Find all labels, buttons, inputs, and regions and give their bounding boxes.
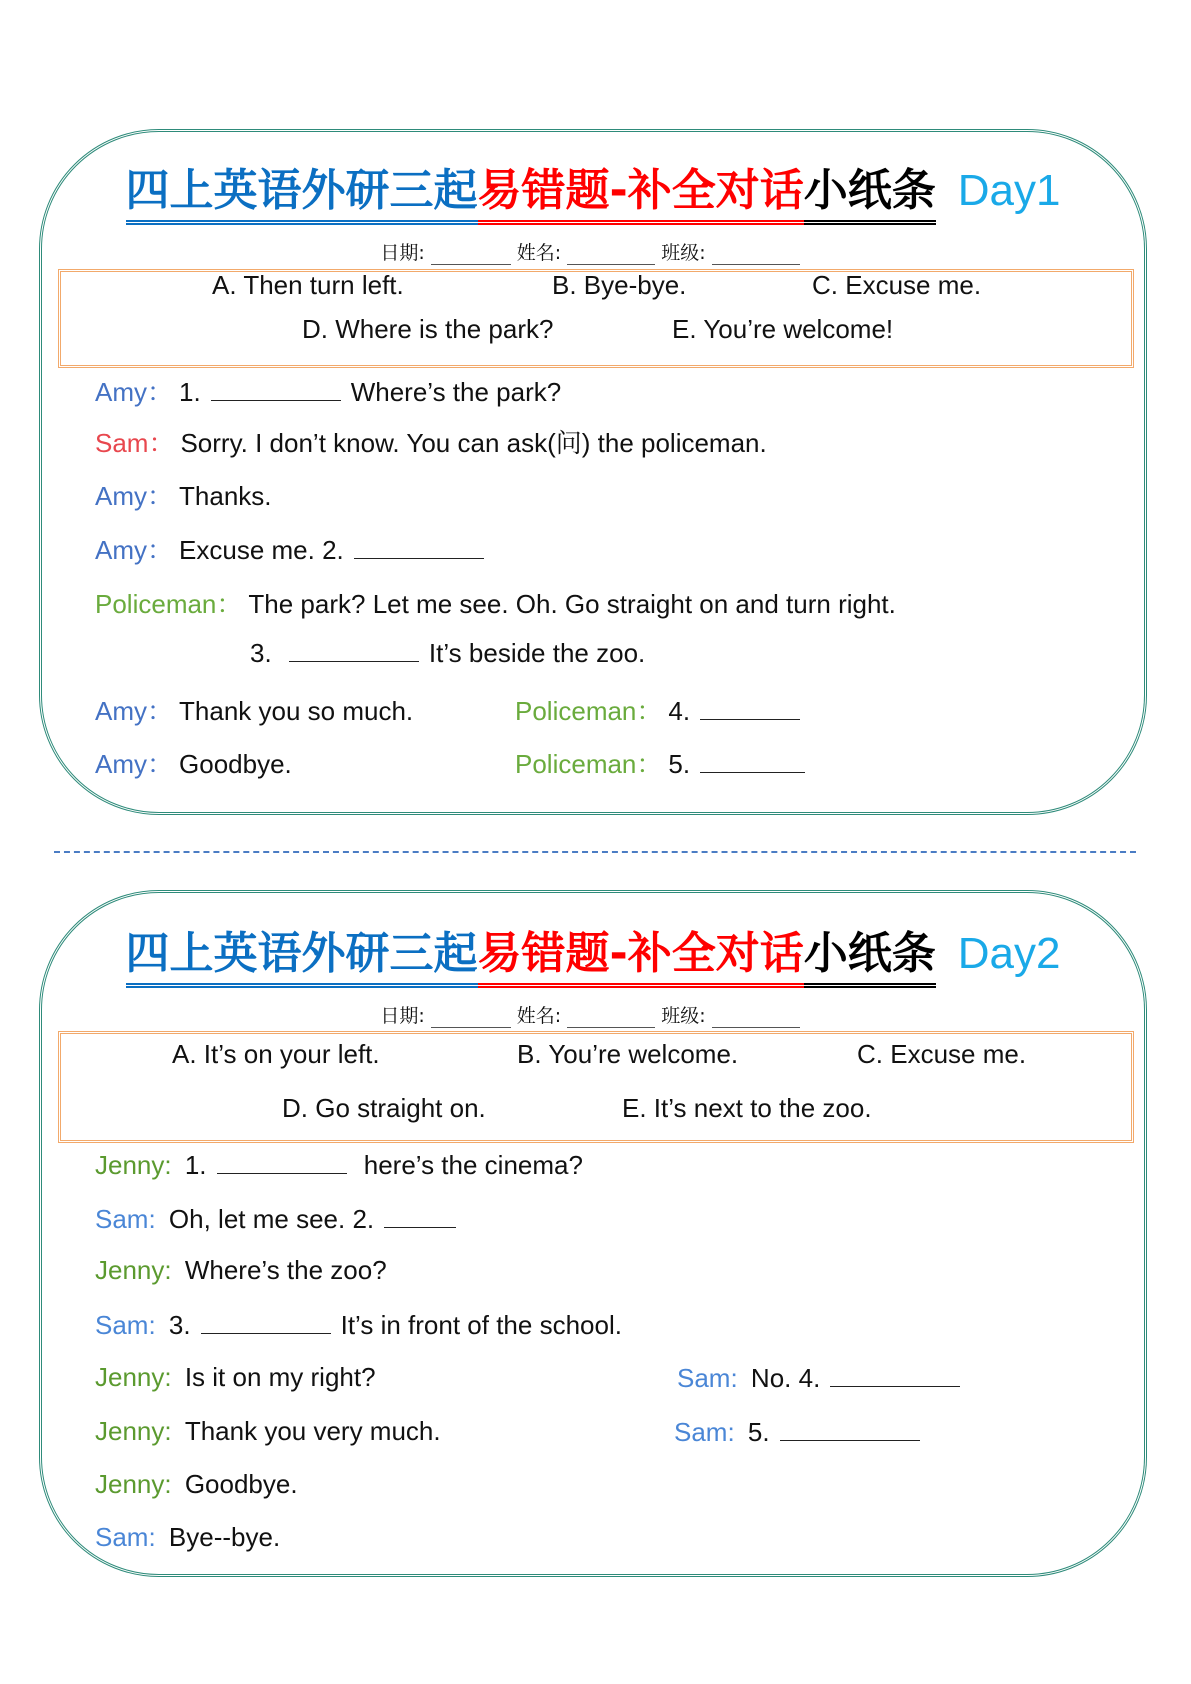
answer-blank[interactable] [780, 1416, 920, 1441]
dialogue-text: 1. [179, 377, 201, 407]
speaker-name: Amy： [95, 535, 174, 565]
dialogue-line [95, 476, 272, 513]
title-part-grade: 四上英语外研三起 [126, 917, 478, 988]
answer-blank[interactable] [217, 1149, 347, 1174]
dialogue-text: 3. [250, 638, 279, 668]
class-label: 班级: [661, 1005, 706, 1027]
dialogue-line [95, 637, 645, 669]
speaker-name: Sam: [95, 1522, 163, 1552]
answer-blank[interactable] [289, 637, 419, 662]
dialogue-text: 5. [668, 749, 691, 779]
answer-option: B. You’re welcome. [517, 1039, 739, 1069]
dialogue-line [95, 1309, 622, 1341]
dialogue-line [95, 1362, 376, 1393]
dialogue-text: Goodbye. [179, 749, 292, 779]
speaker-name: Sam: [674, 1417, 742, 1447]
class-blank[interactable] [712, 1007, 800, 1028]
speaker-name: Jenny: [95, 1416, 179, 1446]
dialogue-line [95, 1469, 298, 1500]
dialogue-text: Sorry. I don’t know. You can ask(问) the policeman. [180, 428, 767, 458]
answer-option: C. Excuse me. [857, 1039, 1027, 1069]
speaker-name: Amy： [95, 696, 174, 726]
speaker-name: Sam： [95, 428, 175, 458]
dialogue-line [515, 691, 810, 728]
dialogue-text: Where’s the zoo? [184, 1255, 387, 1285]
date-label: 日期: [380, 242, 425, 264]
dialogue-line [515, 744, 815, 781]
answer-option: C. Excuse me. [812, 270, 982, 300]
dialogue-line [95, 1522, 280, 1553]
name-blank[interactable] [567, 1007, 655, 1028]
dialogue-line [95, 423, 767, 460]
title-day: Day1 [957, 166, 1061, 215]
dialogue-line [677, 1362, 970, 1394]
answer-option: A. It’s on your left. [172, 1039, 380, 1069]
dialogue-text: 3. [168, 1310, 191, 1340]
answer-blank[interactable] [201, 1309, 331, 1334]
class-blank[interactable] [712, 244, 800, 265]
answer-blank[interactable] [354, 534, 484, 559]
answer-blank[interactable] [384, 1203, 456, 1228]
dialogue-line [95, 1203, 466, 1235]
dialogue-text: Goodbye. [184, 1469, 298, 1499]
dialogue-text: It’s in front of the school. [340, 1310, 622, 1340]
dialogue-text: 5. [747, 1417, 770, 1447]
dialogue-text: Thanks. [179, 481, 272, 511]
answer-option: E. It’s next to the zoo. [622, 1093, 872, 1123]
answer-option: B. Bye-bye. [552, 270, 687, 300]
date-blank[interactable] [431, 244, 511, 265]
title-part-grade: 四上英语外研三起 [126, 154, 478, 225]
dialogue-line [95, 744, 292, 781]
student-info [42, 238, 1144, 265]
answer-blank[interactable] [700, 748, 805, 773]
speaker-name: Jenny: [95, 1469, 179, 1499]
name-label: 姓名: [516, 1005, 562, 1027]
speaker-name: Amy： [95, 749, 174, 779]
date-label: 日期: [380, 1005, 425, 1027]
dialogue-text: Thank you so much. [179, 696, 414, 726]
dialogue-line [95, 691, 413, 728]
dialogue-text: Is it on my right? [184, 1362, 376, 1392]
speaker-name: Sam: [95, 1310, 163, 1340]
title-part-topic: 易错题-补全对话 [478, 154, 804, 225]
speaker-name: Amy： [95, 481, 174, 511]
dialogue-text: The park? Let me see. Oh. Go straight on and turn right. [248, 589, 896, 619]
dialogue-text: Oh, let me see. 2. [168, 1204, 375, 1234]
speaker-name: Jenny: [95, 1150, 179, 1180]
dialogue-text: No. 4. [750, 1363, 821, 1393]
speaker-name: Amy： [95, 377, 174, 407]
dialogue-text: It’s beside the zoo. [428, 638, 646, 668]
speaker-name: Sam: [95, 1204, 163, 1234]
name-label: 姓名: [516, 242, 562, 264]
speaker-name: Jenny: [95, 1255, 179, 1285]
dialogue-text: here’s the cinema? [356, 1150, 583, 1180]
answer-blank[interactable] [700, 695, 800, 720]
worksheet-card-day1 [39, 129, 1147, 815]
dialogue-text: Where’s the park? [350, 377, 562, 407]
date-blank[interactable] [431, 1007, 511, 1028]
title-part-note: 小纸条 [804, 917, 936, 988]
speaker-name: Policeman： [95, 589, 243, 619]
dialogue-text: 1. [184, 1150, 207, 1180]
dialogue-line [95, 530, 494, 567]
worksheet-title [42, 154, 1144, 225]
title-part-note: 小纸条 [804, 154, 936, 225]
speaker-name: Sam: [677, 1363, 745, 1393]
dialogue-line [95, 372, 561, 409]
dialogue-line [674, 1416, 930, 1448]
answer-blank[interactable] [830, 1362, 960, 1387]
dialogue-text: 4. [668, 696, 691, 726]
answer-option: E. You’re welcome! [672, 314, 894, 344]
speaker-name: Policeman： [515, 696, 663, 726]
dialogue-line [95, 1416, 441, 1447]
speaker-name: Policeman： [515, 749, 663, 779]
answer-option: D. Where is the park? [302, 314, 554, 344]
answer-option: D. Go straight on. [282, 1093, 486, 1123]
answer-blank[interactable] [211, 376, 341, 401]
worksheet-title [42, 917, 1144, 988]
dialogue-line [95, 1149, 583, 1181]
cut-line-divider [54, 851, 1136, 853]
speaker-name: Jenny: [95, 1362, 179, 1392]
dialogue-text: Excuse me. 2. [179, 535, 344, 565]
dialogue-text: Thank you very much. [184, 1416, 441, 1446]
dialogue-text: Bye--bye. [168, 1522, 281, 1552]
title-part-topic: 易错题-补全对话 [478, 917, 804, 988]
worksheet-card-day2 [39, 890, 1147, 1577]
title-day: Day2 [957, 929, 1061, 978]
dialogue-line [95, 584, 896, 621]
dialogue-line [95, 1255, 387, 1286]
name-blank[interactable] [567, 244, 655, 265]
student-info [42, 1001, 1144, 1028]
class-label: 班级: [661, 242, 706, 264]
answer-option: A. Then turn left. [212, 270, 404, 300]
